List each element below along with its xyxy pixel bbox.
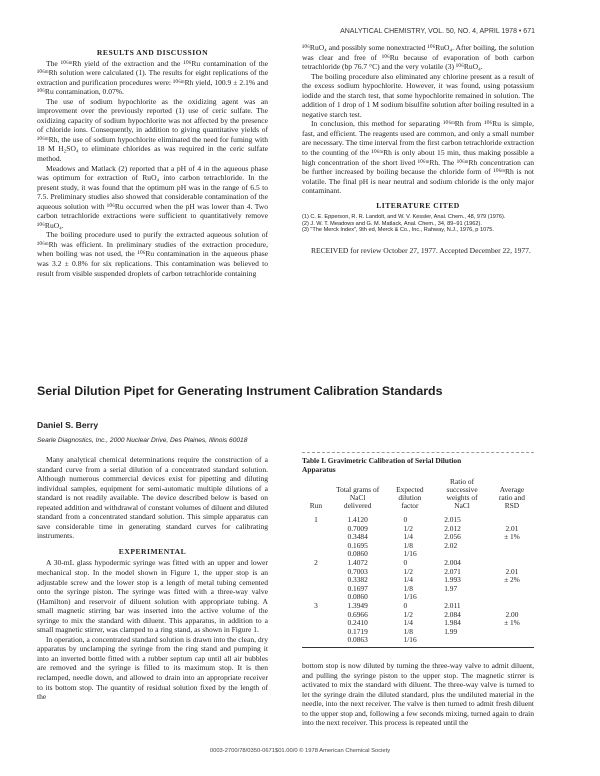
table-cell: 0	[403, 515, 408, 524]
intro-paragraph: Many analytical chemical determinations require the construction of a standard curve from a serial dilution of a concentrated standard solution. Although numerous commercial devices exist for pipetting and diluting individual samples, equipment for semi-automatic multiple dilutions of a standard is not readily available. The device described below is based on repeated addition and withdrawal of constant volumes of diluent and diluted standard from a concentrated standard solution. This simple apparatus can save considerable time in generating standard curves for calibrating instruments.	[37, 455, 268, 541]
table-cell	[434, 593, 490, 602]
table-cell: 1.99	[444, 626, 458, 636]
reference: (2) J. W. T. Meadows and G. M. Matlack, Anal. Chem., 34, 89–91 (1962).	[302, 220, 482, 227]
table-cell: 0.3382	[347, 575, 368, 585]
table-row	[302, 559, 534, 568]
table-cell: 0.1695	[347, 540, 368, 550]
article-right-column	[302, 661, 534, 728]
prev-article-left-column	[37, 48, 268, 278]
table-cell: 1/16	[403, 635, 417, 645]
table-cell: 0.0863	[347, 635, 368, 645]
paragraph: ¹⁰⁶RuO₄ and possibly some nonextracted ¹⁰⁶RuO₄. After boiling, the solution was clear and free of ¹⁰⁶Ru because of evaporation of both carbon tetrachloride (bp 76.7 °C) and the very volatile (3) ¹⁰⁶RuO₄.	[302, 43, 534, 72]
table-header-cell: Ratio of successive weights of NaCl	[446, 477, 478, 510]
table-cell: 0.0860	[347, 549, 368, 559]
table-cell	[302, 619, 330, 628]
reference: (1) C. E. Epperson, R. R. Landolt, and W. V. Kessler, Anal. Chem., 48, 979 (1976).	[302, 214, 506, 221]
table-cell: 1/8	[403, 626, 413, 636]
table-row	[302, 585, 534, 594]
table-cell: 2.015	[444, 515, 461, 524]
table-cell: 1/8	[403, 583, 413, 593]
running-head: ANALYTICAL CHEMISTRY, VOL. 50, NO. 4, APRIL 1978 • 671	[340, 28, 535, 35]
table-cell: 2.004	[444, 557, 461, 567]
table-header-cell: Expected dilution factor	[396, 485, 424, 510]
table-cell: 2.071	[444, 566, 461, 576]
table-cell: 2.012	[444, 523, 461, 533]
page-footer: 0003-2700/78/0350-0671$01.00/0 © 1978 American Chemical Society	[209, 748, 391, 754]
table-cell: 0.6966	[347, 609, 368, 619]
table-cell: 0.7009	[347, 523, 368, 533]
table-row	[302, 593, 534, 602]
table-row	[302, 525, 534, 534]
table-cell: 3	[314, 600, 318, 610]
table-cell	[302, 585, 330, 594]
table-cell: 1/2	[403, 609, 413, 619]
table-row	[302, 533, 534, 542]
table-cell: 0.2410	[347, 618, 368, 628]
paragraph: The use of sodium hypochlorite as the oxidizing agent was an improvement over the previously reported (1) use of ceric sulfate. The oxidizing capacity of sodium hypochlorite was not affected by the presence of chloride ions. Consequently, in addition to giving quantitative yields of ¹⁰⁶ᵐRh, the use of sodium hypochlorite eliminated the need for fuming with 18 M H₂SO₄ to eliminate chlorides as was required in the ceric sulfate method.	[37, 96, 268, 164]
table-cell: 1/16	[403, 592, 417, 602]
table-cell: 0.3484	[347, 532, 368, 542]
table-top-rule	[302, 452, 534, 453]
paragraph: Meadows and Matlack (2) reported that a pH of 4 in the aqueous phase was optimum for extraction of RuO₄ into carbon tetrachloride. In the present study, it was found that the optimum pH was in the range of 6.5 to 7.5. Preliminary studies also showed that considerable contamination of the aqueous solution with ¹⁰⁶Ru occurred when the pH was lower than 4. Two carbon tetrachloride extractions were sufficient to quantitatively remove ¹⁰⁶RuO₄.	[37, 163, 268, 230]
table-row	[302, 602, 534, 611]
table-cell: 2.00	[505, 609, 519, 619]
table-row	[302, 611, 534, 620]
table-cell: 1/4	[403, 575, 413, 585]
table-cell: 1/2	[403, 523, 413, 533]
author-name: Daniel S. Berry	[37, 420, 99, 430]
table-cell	[302, 533, 330, 542]
table-cell	[490, 636, 534, 645]
table-1	[302, 452, 534, 648]
table-cell: ± 1%	[504, 532, 520, 542]
table-cell	[490, 550, 534, 559]
table-bottom-rule	[302, 647, 534, 648]
table-header-row	[302, 478, 534, 516]
table-cell: 1.97	[444, 583, 458, 593]
table-cell: 1/16	[403, 549, 417, 559]
table-row	[302, 619, 534, 628]
table-cell	[302, 636, 330, 645]
table-cell: 0.0860	[347, 592, 368, 602]
table-row	[302, 516, 534, 525]
table-header-cell: Total grams of NaCl delivered	[336, 485, 380, 510]
table-cell	[434, 636, 490, 645]
table-row	[302, 542, 534, 551]
table-cell	[302, 576, 330, 585]
table-cell: 0	[403, 557, 408, 567]
section-heading-results: RESULTS AND DISCUSSION	[96, 48, 209, 57]
table-cell: 1.993	[444, 575, 461, 585]
table-cell	[302, 611, 330, 620]
table-cell: ± 2%	[504, 575, 520, 585]
paragraph: The boiling procedure used to purify the extracted aqueous solution of ¹⁰⁶ᵐRh was efficient. In preliminary studies of the extraction procedure, when boiling was not used, the ¹⁰⁶Ru contamination in the aqueous phase was 3.2 ± 0.8% for six replications. This contamination was believed to result from visible suspended droplets of carbon tetrachloride containing	[37, 230, 268, 278]
table-cell: 1.4120	[347, 515, 368, 524]
table-cell	[490, 585, 534, 594]
table-cell: 1	[314, 515, 318, 524]
table-cell	[490, 542, 534, 551]
table-row	[302, 568, 534, 577]
table-cell: 1/4	[403, 618, 413, 628]
table-cell: 1.4072	[347, 557, 368, 567]
table-row	[302, 576, 534, 585]
reference-list	[302, 214, 534, 234]
table-cell: 2.011	[444, 600, 461, 610]
author-affiliation: Searle Diagnostics, Inc., 2000 Nuclear Drive, Des Plaines, Illinois 60018	[37, 437, 248, 444]
table-cell: 2.056	[444, 532, 461, 542]
table-cell: 1/8	[403, 540, 413, 550]
paragraph: The boiling procedure also eliminated any chlorine present as a result of the excess sodium hypochlorite. However, it was found, using potassium iodide and the starch test, that some hypochlorite remained in solution. The addition of 1 drop of 1 M sodium bisulfite solution after boiling resulted in a negative starch test.	[302, 71, 534, 119]
table-cell: 1.3949	[347, 600, 368, 610]
table-cell: 2.01	[505, 523, 519, 533]
table-cell: 2.01	[505, 566, 519, 576]
section-heading-literature: LITERATURE CITED	[376, 200, 460, 210]
table-cell: 0.1719	[347, 626, 368, 636]
table-body	[302, 478, 534, 645]
table-cell: 1/4	[403, 532, 413, 542]
paragraph: bottom stop is now diluted by turning the three-way valve to admit diluent, and pulling the syringe piston to the upper stop. The magnetic stirrer is activated to mix the standard with diluent. The three-way valve is turned to let the syringe drain the diluted standard, plus the undiluted material in the needle, into the next receiver. The valve is then turned to admit fresh diluent to the upper stop and, following a few seconds mixing, turned again to drain into the next receiver. This process is repeated until the	[302, 661, 534, 728]
paragraph: The ¹⁰⁶ᵐRh yield of the extraction and the ¹⁰⁶Ru contamination of the ¹⁰⁶ᵐRh solution were calculated (1). The results for eight replications of the extraction and purification procedures were: ¹⁰⁶ᵐRh yield, 100.9 ± 2.1% and ¹⁰⁶Ru contamination, 0.07%.	[37, 58, 268, 97]
table-row	[302, 550, 534, 559]
table-cell	[490, 593, 534, 602]
paragraph: In conclusion, this method for separating ¹⁰⁶ᵐRh from ¹⁰⁶Ru is simple, fast, and efficient. The reagents used are common, and only a small number are necessary. The time interval from the first carbon tetrachloride extraction to the counting of the ¹⁰⁶ᵐRh is only about 15 min, thus making possible a high concentration of the short lived ¹⁰⁶ᵐRh. The ¹⁰⁶ᵐRh concentration can be further increased by boiling because the chloride form of ¹⁰⁶ᵐRh is not volatile. The final pH is near neutral and sodium chloride is the only major contaminant.	[302, 119, 534, 196]
table-cell: 2.084	[444, 609, 461, 619]
table-cell: 2	[314, 557, 318, 567]
paragraph: A 30-mL glass hypodermic syringe was fitted with an upper and lower mechanical stop. In the model shown in Figure 1, the upper stop is an adjustable screw and the lower stop is a length of metal tubing cemented onto the syringe piston. The syringe was fitted with a three-way valve (Hamilton) and reservoir of diluent solution with appropriate tubing. A small magnetic stirring bar was inserted into the active volume of the syringe to mix the standard with diluent. This apparatus, in addition to a small magnetic stirrer, was clamped to a ring stand, as shown in Figure 1.	[37, 558, 268, 635]
table-cell: 0.1697	[347, 583, 368, 593]
table-cell	[434, 550, 490, 559]
table-row	[302, 628, 534, 637]
table-cell	[302, 568, 330, 577]
table-cell	[302, 542, 330, 551]
table-header-cell: Run	[309, 501, 323, 510]
table-cell: 1/2	[403, 566, 413, 576]
table-cell	[302, 628, 330, 637]
reference: (3) "The Merck Index", 9th ed, Merck & Co., Inc., Rahway, N.J., 1976, p 1075.	[302, 227, 494, 234]
table-cell: 0.7003	[347, 566, 368, 576]
received-note: RECEIVED for review October 27, 1977. Accepted December 22, 1977.	[311, 246, 531, 256]
article-left-column	[37, 455, 268, 702]
prev-article-right-column	[302, 43, 534, 256]
table-cell	[490, 628, 534, 637]
table-header-cell: Average ratio and RSD	[498, 485, 525, 510]
article-title: Serial Dilution Pipet for Generating Instrument Calibration Standards	[37, 384, 443, 398]
table-cell: 2.02	[444, 540, 458, 550]
table-cell: 1.984	[444, 618, 461, 628]
table-cell	[302, 525, 330, 534]
table-cell: 0	[403, 600, 408, 610]
table-cell: ± 1%	[504, 618, 520, 628]
table-row	[302, 636, 534, 645]
section-heading-experimental: EXPERIMENTAL	[118, 546, 187, 556]
paragraph: In operation, a concentrated standard solution is drawn into the clean, dry apparatus by unclamping the syringe from the ring stand and pumping it into an inverted bottle fitted with a rubber septum cap until all air bubbles are removed and the syringe is filled to its maximum stop. It is then reclamped, needle down, and allowed to drain into an appropriate receiver to its bottom stop. The quantity of residual solution fixed by the length of the	[37, 634, 268, 702]
table-caption: Table I. Gravimetric Calibration of Serial Dilution Apparatus	[302, 456, 462, 474]
